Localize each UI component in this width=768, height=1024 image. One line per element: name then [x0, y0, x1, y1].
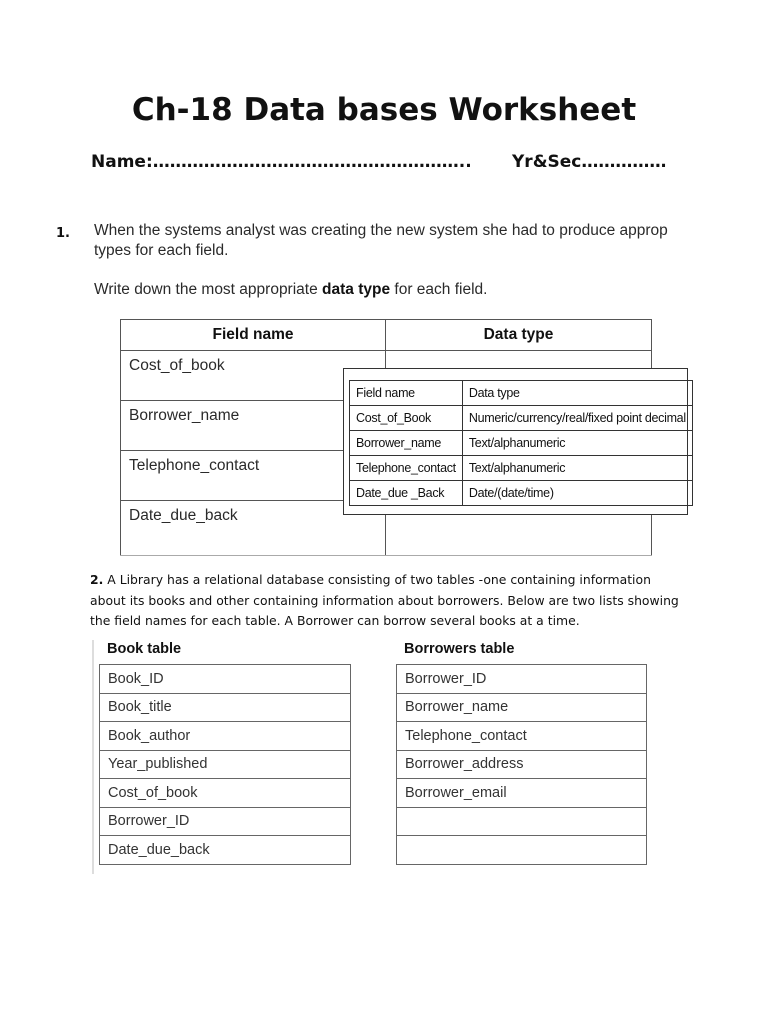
table-row	[100, 750, 351, 779]
field-name-cell: Cost_of_book	[121, 351, 386, 401]
book-table	[99, 664, 351, 865]
borrower-field-cell: Borrower_address	[397, 750, 647, 779]
borrower-field-cell: Borrower_email	[397, 779, 647, 808]
name-field-label: Name:………………………………………………..	[91, 152, 472, 172]
answer-data-type: Numeric/currency/real/fixed point decimal	[462, 406, 692, 431]
borrower-field-cell	[397, 836, 647, 865]
table-row	[100, 807, 351, 836]
answer-row	[350, 431, 693, 456]
table-row	[397, 722, 647, 751]
borrowers-table-label: Borrowers table	[404, 641, 515, 657]
table-row	[397, 836, 647, 865]
answer-key-overlay	[343, 368, 688, 515]
table-row	[397, 807, 647, 836]
book-field-cell: Book_author	[100, 722, 351, 751]
question-1-number: 1.	[56, 226, 70, 241]
table-row	[397, 750, 647, 779]
answer-header-field-name: Field name	[350, 381, 463, 406]
answer-field-name: Borrower_name	[350, 431, 463, 456]
answer-header-row	[350, 381, 693, 406]
answer-field-name: Telephone_contact	[350, 456, 463, 481]
question-2-body: A Library has a relational database consisting of two tables -one containing information about its books and other containing information about borrowers. Below are two lists showing the field names for each table. A Borrower can borrow several books at a time.	[90, 572, 679, 628]
answer-field-name: Cost_of_Book	[350, 406, 463, 431]
table-row	[100, 722, 351, 751]
question-1-text	[94, 221, 694, 261]
answer-header-data-type: Data type	[462, 381, 692, 406]
answer-row	[350, 481, 693, 506]
page-title: Ch-18 Data bases Worksheet	[131, 92, 637, 128]
field-name-cell: Telephone_contact	[121, 451, 386, 501]
instruction-bold-text: data type	[322, 281, 391, 298]
question-2-text	[90, 570, 680, 632]
book-field-cell: Borrower_ID	[100, 807, 351, 836]
answer-field-name: Date_due _Back	[350, 481, 463, 506]
yr-sec-field-label: Yr&Sec……………	[512, 152, 667, 172]
instruction-text: Write down the most appropriate	[94, 281, 323, 298]
table-header-row	[121, 320, 652, 351]
answer-data-type: Text/alphanumeric	[462, 431, 692, 456]
answer-data-type: Text/alphanumeric	[462, 456, 692, 481]
instruction-text-end: for each field.	[390, 281, 488, 298]
answer-row	[350, 456, 693, 481]
question-1-text-line-1: When the systems analyst was creating the new system she had to produce approp	[94, 222, 668, 239]
borrowers-table	[396, 664, 647, 865]
answer-key-table	[349, 380, 693, 506]
margin-line	[92, 640, 94, 874]
table-row	[100, 693, 351, 722]
table-row	[397, 693, 647, 722]
answer-data-type: Date/(date/time)	[462, 481, 692, 506]
table-row	[100, 836, 351, 865]
header-field-name: Field name	[121, 320, 386, 351]
borrower-field-cell: Borrower_name	[397, 693, 647, 722]
book-field-cell: Cost_of_book	[100, 779, 351, 808]
header-data-type: Data type	[386, 320, 652, 351]
book-field-cell: Year_published	[100, 750, 351, 779]
table-row	[100, 665, 351, 694]
field-name-cell: Date_due_back	[121, 501, 386, 556]
book-field-cell: Date_due_back	[100, 836, 351, 865]
answer-row	[350, 406, 693, 431]
table-row	[397, 779, 647, 808]
borrower-field-cell: Borrower_ID	[397, 665, 647, 694]
book-table-label: Book table	[107, 641, 182, 657]
field-name-cell: Borrower_name	[121, 401, 386, 451]
question-1-text-line-2: types for each field.	[94, 242, 229, 259]
book-field-cell: Book_title	[100, 693, 351, 722]
borrower-field-cell: Telephone_contact	[397, 722, 647, 751]
book-field-cell: Book_ID	[100, 665, 351, 694]
question-2-number: 2.	[90, 572, 104, 587]
table-row	[100, 779, 351, 808]
table-row	[397, 665, 647, 694]
borrower-field-cell	[397, 807, 647, 836]
question-1-instruction	[94, 281, 487, 299]
